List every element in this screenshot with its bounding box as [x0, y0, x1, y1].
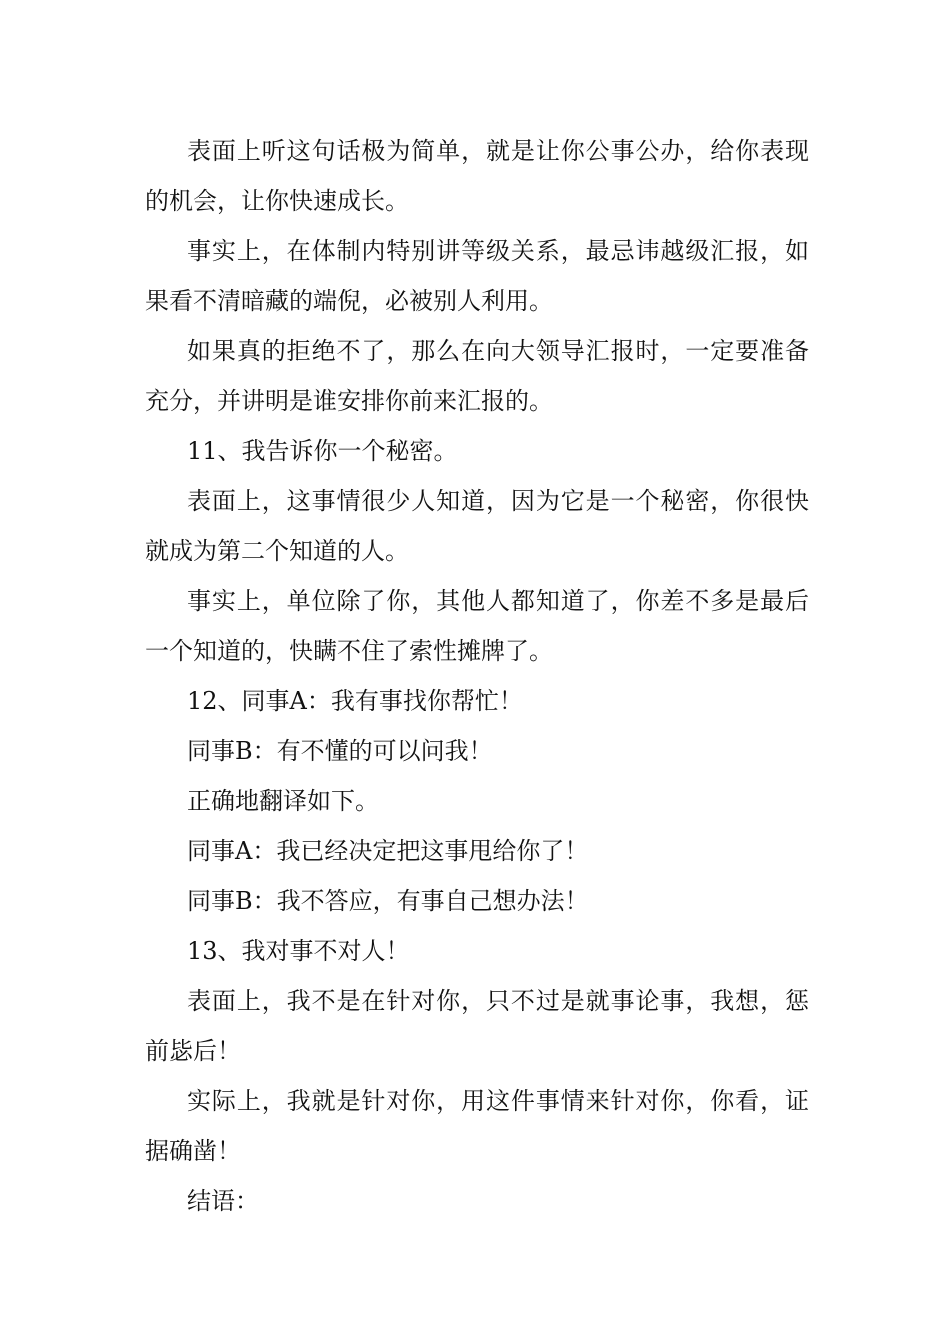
- paragraph: 实际上，我就是针对你，用这件事情来针对你，你看，证据确凿！: [145, 1087, 809, 1165]
- document-body: [145, 126, 809, 1226]
- paragraph: 同事B：有不懂的可以问我！: [187, 737, 493, 765]
- paragraph: 正确地翻译如下。: [187, 787, 379, 815]
- paragraph: 事实上，单位除了你，其他人都知道了，你差不多是最后一个知道的，快瞒不住了索性摊牌了。: [145, 587, 809, 665]
- paragraph: 同事B：我不答应，有事自己想办法！: [187, 887, 589, 915]
- section-heading: 11、我告诉你一个秘密。: [187, 437, 458, 465]
- paragraph: 事实上，在体制内特别讲等级关系，最忌讳越级汇报，如果看不清暗藏的端倪，必被别人利用。: [145, 237, 809, 315]
- paragraph: 表面上听这句话极为简单，就是让你公事公办，给你表现的机会，让你快速成长。: [145, 137, 809, 215]
- paragraph: 如果真的拒绝不了，那么在向大领导汇报时，一定要准备充分，并讲明是谁安排你前来汇报的。: [145, 337, 809, 415]
- conclusion-label: 结语：: [187, 1187, 259, 1215]
- paragraph: 同事A：我已经决定把这事甩给你了！: [187, 837, 589, 865]
- paragraph: 表面上，这事情很少人知道，因为它是一个秘密，你很快就成为第二个知道的人。: [145, 487, 809, 565]
- section-heading: 12、同事A：我有事找你帮忙！: [187, 687, 523, 715]
- paragraph: 表面上，我不是在针对你，只不过是就事论事，我想，惩前毖后！: [145, 987, 809, 1065]
- section-heading: 13、我对事不对人！: [187, 937, 410, 965]
